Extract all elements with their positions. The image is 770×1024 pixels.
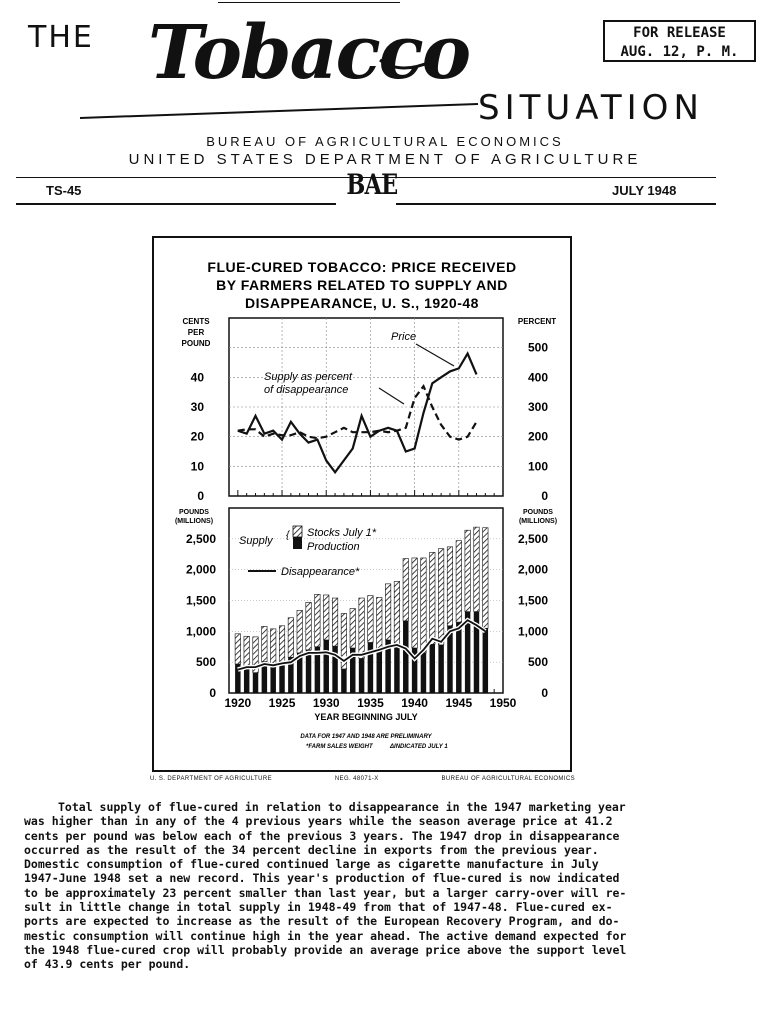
production-bar xyxy=(394,644,399,693)
footer-neg: NEG. 48071-X xyxy=(334,776,379,782)
lower-left-tick-label: 2,500 xyxy=(185,531,216,546)
body-line: occurred as the result of the 34 percent decline in exports from the previous year. xyxy=(24,842,599,857)
stocks-bar xyxy=(421,558,426,653)
stocks-bar xyxy=(394,581,399,644)
lower-right-tick-label: 1,500 xyxy=(517,593,548,608)
x-tick-label: 1950 xyxy=(489,696,517,710)
stocks-bar xyxy=(288,618,293,657)
x-tick-label: 1945 xyxy=(445,696,473,710)
x-tick-label: 1920 xyxy=(224,696,252,710)
lower-right-tick-label: 1,000 xyxy=(517,624,548,639)
stocks-bar xyxy=(430,552,435,644)
masthead-brand: Tobacco xyxy=(148,10,470,96)
header-rule-left xyxy=(16,203,336,205)
release-line-1: FOR RELEASE xyxy=(633,25,726,41)
lower-left-tick-label: 1,500 xyxy=(185,593,216,608)
chart-footer xyxy=(150,776,575,782)
x-tick-label: 1940 xyxy=(401,696,428,710)
body-line: 1947-June 1948 set a new record. This year's production of flue-cured is now indicated xyxy=(24,871,620,886)
release-box xyxy=(603,20,756,62)
footer-bae: BUREAU OF AGRICULTURAL ECONOMICS xyxy=(441,776,575,782)
chart-frame xyxy=(152,236,572,772)
stocks-bar xyxy=(403,559,408,621)
body-line: ports are expected to increase as the result of the European Recovery Program, and do- xyxy=(24,914,620,929)
body-line: to be approximately 23 percent smaller than last year, but a larger carry-over will re- xyxy=(24,885,627,900)
lower-left-tick-label: 2,000 xyxy=(185,562,216,577)
lower-left-tick-label: 0 xyxy=(209,686,216,700)
lower-left-axis-label: (MILLIONS) xyxy=(174,518,214,525)
masthead-situation: SITUATION xyxy=(478,88,704,128)
stocks-bar xyxy=(456,541,461,622)
stocks-bar xyxy=(315,594,320,646)
supply-annotation-line1: Supply as percent xyxy=(264,371,353,383)
stocks-bar xyxy=(279,626,284,665)
bae-logo: BAE xyxy=(346,168,398,201)
lower-right-tick-label: 2,500 xyxy=(517,531,548,546)
upper-left-axis-label: POUND xyxy=(181,339,211,348)
stocks-bar xyxy=(323,595,328,640)
legend-production-swatch xyxy=(293,537,302,549)
right-tick-label: 0 xyxy=(541,489,548,503)
stocks-bar xyxy=(297,610,302,653)
lower-left-tick-label: 500 xyxy=(195,655,216,670)
legend-stocks: Stocks July 1* xyxy=(307,527,377,539)
upper-left-axis-label: CENTS xyxy=(182,317,210,326)
stocks-bar xyxy=(235,634,240,664)
legend-production: Production xyxy=(307,541,360,553)
x-tick-label: 1935 xyxy=(357,696,384,710)
chart-svg xyxy=(154,238,570,770)
body-line: of 43.9 cents per pound. xyxy=(24,957,191,972)
left-tick-label: 40 xyxy=(190,370,204,385)
masthead-the: THE xyxy=(28,20,94,55)
stocks-bar xyxy=(270,629,275,667)
chart-note-preliminary: DATA FOR 1947 AND 1948 ARE PRELIMINARY xyxy=(300,734,432,740)
stocks-bar xyxy=(262,626,267,661)
legend-supply: Supply xyxy=(239,535,273,547)
stocks-bar xyxy=(368,596,373,643)
lower-left-axis-label: POUNDS xyxy=(179,509,209,516)
stocks-bar xyxy=(332,598,337,646)
stocks-bar xyxy=(483,528,488,629)
production-bar xyxy=(323,640,328,693)
stocks-bar xyxy=(438,549,443,645)
chart-note-indicated: ΔINDICATED JULY 1 xyxy=(390,744,448,750)
stocks-bar xyxy=(465,530,470,611)
body-line: mestic consumption will continue high in the year ahead. The active demand expected for xyxy=(24,928,627,943)
chart-title-line: FLUE-CURED TOBACCO: PRICE RECEIVED xyxy=(207,259,517,275)
body-line: was higher than in any of the 4 previous years while the season average price at 41.2 xyxy=(24,814,613,829)
lower-right-tick-label: 2,000 xyxy=(517,562,548,577)
release-line-2: AUG. 12, P. M. xyxy=(620,44,739,60)
production-bar xyxy=(430,644,435,693)
body-line: Total supply of flue-cured in relation to disappearance in the 1947 marketing year xyxy=(58,800,626,814)
chart-title-line: BY FARMERS RELATED TO SUPPLY AND xyxy=(216,277,508,293)
legend-disappearance: Disappearance* xyxy=(281,566,360,578)
stocks-bar xyxy=(412,558,417,648)
stocks-bar xyxy=(385,584,390,640)
stocks-bar xyxy=(244,636,249,669)
left-tick-label: 30 xyxy=(190,400,204,414)
x-tick-label: 1925 xyxy=(268,696,296,710)
stocks-bar xyxy=(447,547,452,626)
right-tick-label: 500 xyxy=(527,340,548,355)
upper-right-axis-label: PERCENT xyxy=(517,317,557,326)
upper-left-axis-label: PER xyxy=(187,328,205,337)
left-tick-label: 0 xyxy=(197,489,204,503)
price-annotation-arrow xyxy=(416,344,454,366)
stocks-bar xyxy=(306,602,311,649)
x-axis-title: YEAR BEGINNING JULY xyxy=(314,712,418,722)
body-line: the 1948 flue-cured crop will probably provide an average price above the support level xyxy=(24,942,627,957)
right-tick-label: 100 xyxy=(527,459,548,474)
footer-usda: U. S. DEPARTMENT OF AGRICULTURE xyxy=(150,776,272,782)
header-rule-right xyxy=(396,203,716,205)
production-bar xyxy=(421,653,426,693)
supply-annotation-arrow xyxy=(379,388,404,404)
body-line: cents per pound was below each of the previous 3 years. The 1947 drop in disappearance xyxy=(24,828,620,843)
issue-date: JULY 1948 xyxy=(612,183,677,198)
issue-number: TS-45 xyxy=(46,183,82,198)
lower-right-tick-label: 500 xyxy=(527,655,548,670)
lower-right-tick-label: 0 xyxy=(541,686,548,700)
lower-right-axis-label: (MILLIONS) xyxy=(518,518,558,525)
right-tick-label: 400 xyxy=(527,370,548,385)
department-name: UNITED STATES DEPARTMENT OF AGRICULTURE xyxy=(128,151,642,168)
stocks-bar xyxy=(359,598,364,658)
lower-left-tick-label: 1,000 xyxy=(185,624,216,639)
price-annotation: Price xyxy=(391,331,417,343)
bureau-name: BUREAU OF AGRICULTURAL ECONOMICS xyxy=(206,134,564,149)
production-bar xyxy=(438,645,443,693)
production-bar xyxy=(306,650,311,693)
stocks-bar xyxy=(377,597,382,651)
body-line: sult in little change in total supply in 1948-49 from that of 1947-48. Flue-cured ex- xyxy=(24,900,613,915)
production-bar xyxy=(403,621,408,693)
chart-title-line: DISAPPEARANCE, U. S., 1920-48 xyxy=(245,295,479,311)
body-line: Domestic consumption of flue-cured continued large as cigarette manufacture in July xyxy=(24,857,599,872)
production-bar xyxy=(483,628,488,693)
production-bar xyxy=(359,658,364,693)
stocks-bar xyxy=(350,609,355,648)
supply-annotation-line2: of disappearance xyxy=(264,384,349,396)
stocks-bar xyxy=(474,527,479,611)
legend-brace: { xyxy=(286,530,290,541)
right-tick-label: 200 xyxy=(527,429,548,444)
body-paragraph xyxy=(24,800,744,972)
left-tick-label: 10 xyxy=(190,459,204,474)
chart-note-weight: *FARM SALES WEIGHT xyxy=(306,744,373,750)
production-bar xyxy=(456,622,461,693)
x-tick-label: 1930 xyxy=(312,696,340,710)
left-tick-label: 20 xyxy=(190,429,204,444)
right-tick-label: 300 xyxy=(527,400,548,414)
legend-stocks-swatch xyxy=(293,526,302,537)
production-bar xyxy=(377,652,382,693)
lower-right-axis-label: POUNDS xyxy=(523,509,553,516)
